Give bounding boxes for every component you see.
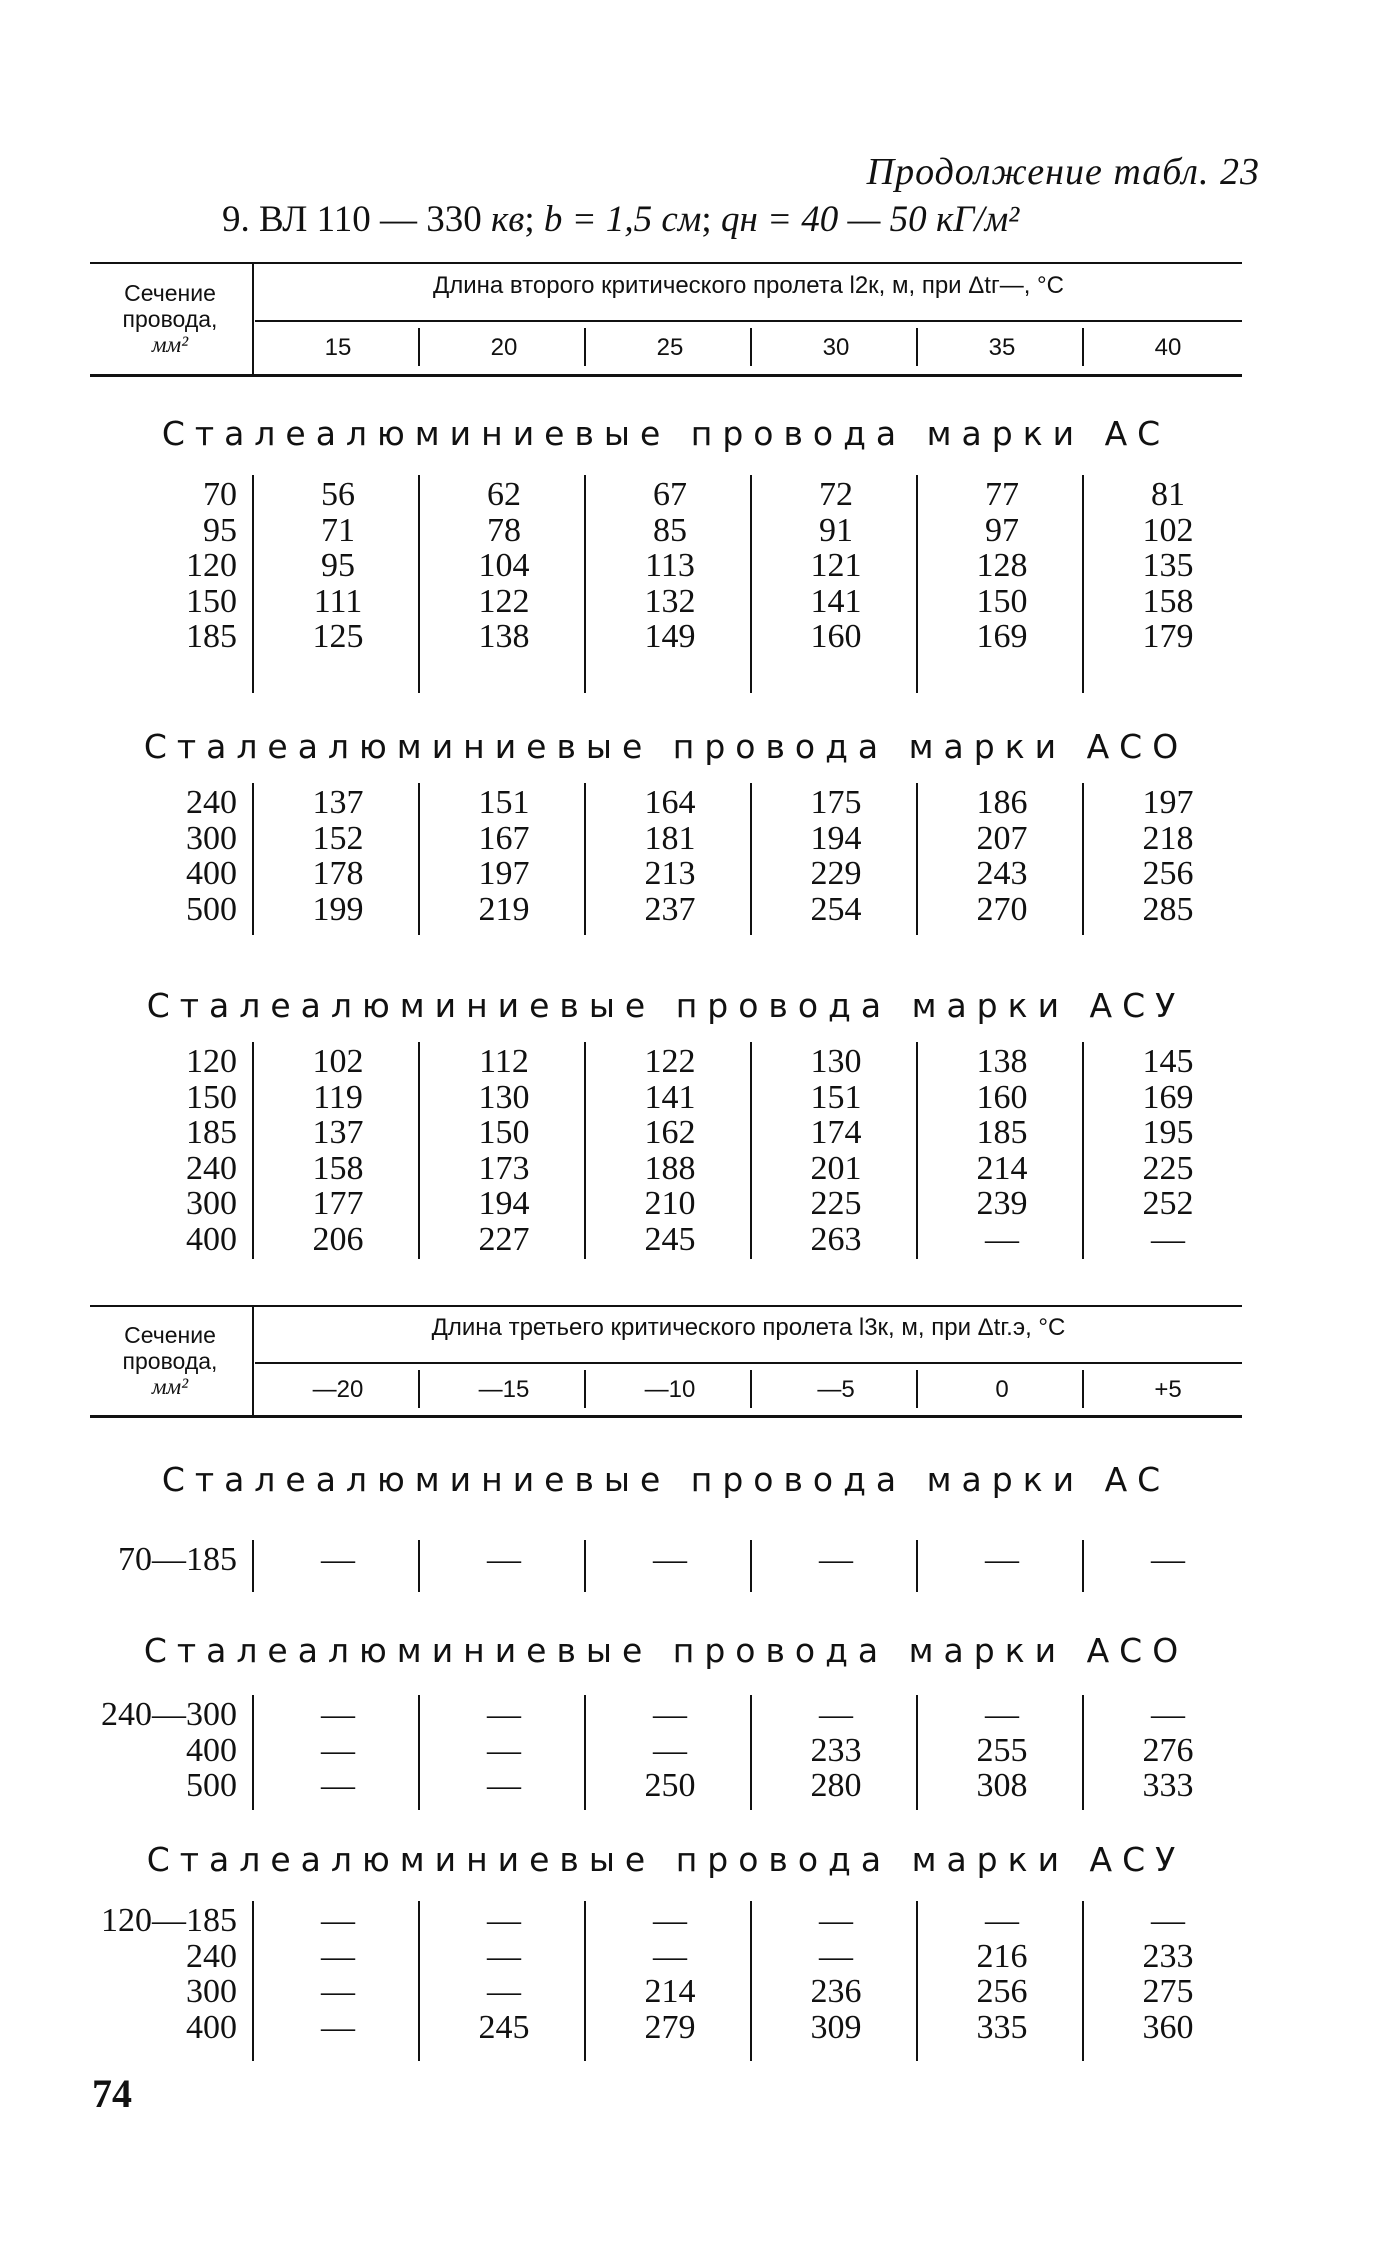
header-col-1: —15 xyxy=(478,1376,530,1403)
header-bottom-rule xyxy=(90,374,1242,377)
row-section-size: 185 xyxy=(186,1114,237,1151)
row-value: — xyxy=(487,1541,521,1578)
column-divider xyxy=(584,1540,586,1592)
row-value: 250 xyxy=(644,1767,696,1804)
row-value: 56 xyxy=(321,476,355,513)
row-value: 236 xyxy=(810,1973,862,2010)
row-section-size: 120 xyxy=(186,547,237,584)
section-title: Сталеалюминиевые провода марки АСО xyxy=(143,1631,1189,1670)
column-divider xyxy=(1082,1042,1084,1259)
row-value: 194 xyxy=(478,1185,530,1222)
header-bottom-rule xyxy=(90,1415,1242,1418)
row-value: 197 xyxy=(478,855,530,892)
row-value: 213 xyxy=(644,855,696,892)
row-value: 179 xyxy=(1142,618,1194,655)
section-title: Сталеалюминиевые провода марки АСО xyxy=(143,727,1189,766)
column-divider xyxy=(418,1042,420,1259)
row-value: 225 xyxy=(1142,1149,1194,1187)
header-col-4: 0 xyxy=(995,1376,1009,1403)
row-value: 214 xyxy=(644,1973,696,2010)
row-value: — xyxy=(653,1541,687,1578)
row-section-size: 500 xyxy=(186,1767,237,1804)
header-col-3: 30 xyxy=(822,334,850,361)
row-section-size: 150 xyxy=(186,582,237,620)
row-section-size: 300 xyxy=(186,819,237,857)
row-value: 233 xyxy=(810,1731,862,1769)
row-section-size: 70 xyxy=(203,476,237,513)
row-value: — xyxy=(653,1902,687,1939)
row-section-size: 95 xyxy=(203,511,237,549)
row-value: 160 xyxy=(976,1078,1028,1116)
continuation-label: Продолжение табл. 23 xyxy=(866,151,1260,193)
row-value: 239 xyxy=(976,1185,1028,1222)
row-value: — xyxy=(985,1696,1019,1733)
header-divider xyxy=(252,264,254,374)
row-value: 162 xyxy=(644,1114,696,1151)
row-value: 175 xyxy=(810,784,862,821)
row-value: 227 xyxy=(478,1220,530,1258)
row-value: 309 xyxy=(810,2008,862,2046)
column-divider xyxy=(584,1901,586,2061)
table-row xyxy=(0,785,1373,821)
row-value: 132 xyxy=(644,582,696,620)
column-divider xyxy=(418,1540,420,1592)
row-value: 141 xyxy=(644,1078,696,1116)
row-value: 263 xyxy=(810,1220,862,1258)
column-divider xyxy=(584,783,586,935)
column-divider xyxy=(252,1042,254,1259)
row-value: 214 xyxy=(976,1149,1028,1187)
table-row xyxy=(0,1697,1373,1733)
column-divider xyxy=(1082,783,1084,935)
header-divider xyxy=(252,1307,254,1415)
row-value: — xyxy=(985,1902,1019,1939)
row-section-size: 400 xyxy=(186,855,237,892)
table-row xyxy=(0,1115,1373,1151)
row-value: 218 xyxy=(1142,819,1194,857)
column-divider xyxy=(1082,1540,1084,1592)
row-value: 181 xyxy=(644,819,696,857)
row-value: 229 xyxy=(810,855,862,892)
header-col-divider xyxy=(584,328,586,366)
table-row xyxy=(0,1542,1373,1578)
row-value: 216 xyxy=(976,1937,1028,1975)
header-col-divider xyxy=(418,1370,420,1408)
row-value: 112 xyxy=(479,1043,529,1080)
header-col-2: —10 xyxy=(644,1376,696,1403)
row-value: 145 xyxy=(1142,1043,1194,1080)
row-value: — xyxy=(487,1731,521,1769)
table-title: 9. ВЛ 110 — 330 кв; b = 1,5 см; qн = 40 — 50 кГ/м² xyxy=(222,199,1020,240)
row-value: — xyxy=(487,1973,521,2010)
table-row xyxy=(0,1186,1373,1222)
header-span-label: Длина второго критического пролета l2к, м, при Δtг—, °С xyxy=(433,272,1064,299)
row-value: 138 xyxy=(478,618,530,655)
row-value: 174 xyxy=(810,1114,862,1151)
row-value: 78 xyxy=(487,511,521,549)
header-top-rule xyxy=(90,1305,1242,1307)
row-value: 194 xyxy=(810,819,862,857)
table-row xyxy=(0,1974,1373,2010)
table-row xyxy=(0,1151,1373,1187)
row-value: — xyxy=(1151,1902,1185,1939)
row-value: — xyxy=(1151,1220,1185,1258)
row-value: 125 xyxy=(312,618,364,655)
row-value: 71 xyxy=(321,511,355,549)
column-divider xyxy=(418,1901,420,2061)
row-value: 122 xyxy=(478,582,530,620)
row-value: — xyxy=(819,1541,853,1578)
row-value: 280 xyxy=(810,1767,862,1804)
row-value: — xyxy=(487,1902,521,1939)
row-value: 149 xyxy=(644,618,696,655)
header-mid-rule xyxy=(255,1362,1242,1364)
header-col-divider xyxy=(750,1370,752,1408)
row-value: 173 xyxy=(478,1149,530,1187)
row-value: 95 xyxy=(321,547,355,584)
row-value: 113 xyxy=(645,547,695,584)
row-value: 308 xyxy=(976,1767,1028,1804)
row-section-size: 500 xyxy=(186,890,237,928)
row-value: 85 xyxy=(653,511,687,549)
column-divider xyxy=(750,1042,752,1259)
header-col-5: 40 xyxy=(1154,334,1182,361)
row-section-size: 240 xyxy=(186,1937,237,1975)
row-value: 245 xyxy=(644,1220,696,1258)
header-top-rule xyxy=(90,262,1242,264)
row-value: 255 xyxy=(976,1731,1028,1769)
column-divider xyxy=(750,475,752,693)
row-value: 285 xyxy=(1142,890,1194,928)
table-row xyxy=(0,856,1373,892)
row-value: 121 xyxy=(810,547,862,584)
table-row xyxy=(0,1080,1373,1116)
row-value: 237 xyxy=(644,890,696,928)
column-divider xyxy=(252,1901,254,2061)
column-divider xyxy=(252,1540,254,1592)
row-value: 150 xyxy=(478,1114,530,1151)
header-section-label: Сечение провода, мм² xyxy=(122,1322,218,1399)
row-value: 219 xyxy=(478,890,530,928)
row-value: — xyxy=(487,1696,521,1733)
row-value: 111 xyxy=(313,582,363,620)
header-col-0: —20 xyxy=(312,1376,364,1403)
table-row xyxy=(0,513,1373,549)
row-value: — xyxy=(819,1937,853,1975)
row-value: 335 xyxy=(976,2008,1028,2046)
row-value: 102 xyxy=(312,1043,364,1080)
header-col-4: 35 xyxy=(988,334,1016,361)
row-section-size: 400 xyxy=(186,1220,237,1258)
row-section-size: 120—185 xyxy=(101,1902,237,1939)
row-value: 256 xyxy=(1142,855,1194,892)
header-col-divider xyxy=(1082,328,1084,366)
table-row xyxy=(0,1222,1373,1258)
row-section-size: 400 xyxy=(186,2008,237,2046)
table-row xyxy=(0,1044,1373,1080)
row-value: 206 xyxy=(312,1220,364,1258)
row-value: 119 xyxy=(313,1078,363,1116)
row-value: — xyxy=(653,1731,687,1769)
row-value: 122 xyxy=(644,1043,696,1080)
row-value: 169 xyxy=(1142,1078,1194,1116)
row-value: 151 xyxy=(810,1078,862,1116)
header-col-5: +5 xyxy=(1154,1376,1182,1403)
row-value: 207 xyxy=(976,819,1028,857)
header-span-label: Длина третьего критического пролета l3к, м, при Δtг.э, °С xyxy=(431,1314,1066,1341)
column-divider xyxy=(750,1695,752,1810)
row-value: 150 xyxy=(976,582,1028,620)
section-title: Сталеалюминиевые провода марки АСУ xyxy=(146,1840,1186,1879)
row-value: — xyxy=(985,1541,1019,1578)
column-divider xyxy=(418,475,420,693)
row-value: 152 xyxy=(312,819,364,857)
row-value: — xyxy=(321,1696,355,1733)
row-value: 360 xyxy=(1142,2008,1194,2046)
row-value: 91 xyxy=(819,511,853,549)
header-section-label: Сечение провода, мм² xyxy=(122,280,218,357)
row-section-size: 400 xyxy=(186,1731,237,1769)
row-value: 137 xyxy=(312,784,364,821)
row-value: 102 xyxy=(1142,511,1194,549)
row-value: 185 xyxy=(976,1114,1028,1151)
row-value: 77 xyxy=(985,476,1019,513)
row-value: 135 xyxy=(1142,547,1194,584)
column-divider xyxy=(1082,1901,1084,2061)
column-divider xyxy=(418,783,420,935)
header-col-divider xyxy=(418,328,420,366)
column-divider xyxy=(584,475,586,693)
row-value: 104 xyxy=(478,547,530,584)
table-row xyxy=(0,892,1373,928)
column-divider xyxy=(916,783,918,935)
table-row xyxy=(0,477,1373,513)
table-row xyxy=(0,584,1373,620)
column-divider xyxy=(916,1695,918,1810)
column-divider xyxy=(584,1042,586,1259)
row-value: 130 xyxy=(478,1078,530,1116)
row-value: 72 xyxy=(819,476,853,513)
row-value: — xyxy=(321,1902,355,1939)
row-value: 178 xyxy=(312,855,364,892)
column-divider xyxy=(1082,1695,1084,1810)
row-value: 81 xyxy=(1151,476,1185,513)
row-value: 199 xyxy=(312,890,364,928)
header-col-divider xyxy=(916,328,918,366)
page-number: 74 xyxy=(92,2071,132,2116)
row-value: 276 xyxy=(1142,1731,1194,1769)
column-divider xyxy=(750,1540,752,1592)
table-row xyxy=(0,1733,1373,1769)
row-value: 225 xyxy=(810,1185,862,1222)
row-section-size: 150 xyxy=(186,1078,237,1116)
column-divider xyxy=(750,783,752,935)
row-value: 130 xyxy=(810,1043,862,1080)
row-value: 151 xyxy=(478,784,530,821)
table-row xyxy=(0,1939,1373,1975)
row-value: 97 xyxy=(985,511,1019,549)
row-value: 279 xyxy=(644,2008,696,2046)
row-value: — xyxy=(819,1902,853,1939)
header-col-0: 15 xyxy=(324,334,352,361)
row-value: 158 xyxy=(1142,582,1194,620)
column-divider xyxy=(252,475,254,693)
column-divider xyxy=(252,1695,254,1810)
row-value: — xyxy=(321,1541,355,1578)
row-value: 186 xyxy=(976,784,1028,821)
row-value: 256 xyxy=(976,1973,1028,2010)
table-row xyxy=(0,619,1373,655)
row-value: — xyxy=(819,1696,853,1733)
table-row xyxy=(0,548,1373,584)
row-value: 188 xyxy=(644,1149,696,1187)
row-value: 201 xyxy=(810,1149,862,1187)
row-value: — xyxy=(1151,1541,1185,1578)
row-value: 138 xyxy=(976,1043,1028,1080)
header-mid-rule xyxy=(255,320,1242,322)
column-divider xyxy=(252,783,254,935)
header-col-3: —5 xyxy=(817,1376,855,1403)
row-value: 158 xyxy=(312,1149,364,1187)
header-col-2: 25 xyxy=(656,334,684,361)
row-value: — xyxy=(653,1937,687,1975)
row-value: — xyxy=(653,1696,687,1733)
row-value: 270 xyxy=(976,890,1028,928)
section-title: Сталеалюминиевые провода марки АСУ xyxy=(146,986,1186,1025)
row-value: 252 xyxy=(1142,1185,1194,1222)
row-value: 67 xyxy=(653,476,687,513)
table-row xyxy=(0,821,1373,857)
row-value: 169 xyxy=(976,618,1028,655)
row-value: 160 xyxy=(810,618,862,655)
row-value: 197 xyxy=(1142,784,1194,821)
row-section-size: 185 xyxy=(186,618,237,655)
column-divider xyxy=(916,1042,918,1259)
row-value: — xyxy=(321,1937,355,1975)
row-value: 62 xyxy=(487,476,521,513)
row-value: 164 xyxy=(644,784,696,821)
row-value: — xyxy=(321,1767,355,1804)
header-col-divider xyxy=(750,328,752,366)
row-section-size: 120 xyxy=(186,1043,237,1080)
column-divider xyxy=(1082,475,1084,693)
row-value: — xyxy=(321,2008,355,2046)
row-value: 167 xyxy=(478,819,530,857)
section-title: Сталеалюминиевые провода марки АС xyxy=(161,1460,1171,1499)
header-col-divider xyxy=(916,1370,918,1408)
row-section-size: 240 xyxy=(186,1149,237,1187)
column-divider xyxy=(916,475,918,693)
row-value: — xyxy=(985,1220,1019,1258)
column-divider xyxy=(916,1901,918,2061)
row-value: 177 xyxy=(312,1185,364,1222)
table-row xyxy=(0,1903,1373,1939)
row-value: 254 xyxy=(810,890,862,928)
column-divider xyxy=(916,1540,918,1592)
header-col-divider xyxy=(1082,1370,1084,1408)
row-value: — xyxy=(487,1937,521,1975)
row-value: 141 xyxy=(810,582,862,620)
column-divider xyxy=(584,1695,586,1810)
section-title: Сталеалюминиевые провода марки АС xyxy=(161,414,1171,453)
row-section-size: 300 xyxy=(186,1185,237,1222)
header-col-divider xyxy=(584,1370,586,1408)
row-section-size: 240 xyxy=(186,784,237,821)
row-value: — xyxy=(321,1973,355,2010)
table-row xyxy=(0,2010,1373,2046)
row-value: — xyxy=(321,1731,355,1769)
column-divider xyxy=(418,1695,420,1810)
row-value: 275 xyxy=(1142,1973,1194,2010)
row-value: 333 xyxy=(1142,1767,1194,1804)
row-section-size: 240—300 xyxy=(101,1696,237,1733)
row-value: — xyxy=(1151,1696,1185,1733)
row-value: 210 xyxy=(644,1185,696,1222)
row-section-size: 70—185 xyxy=(118,1541,237,1578)
row-value: — xyxy=(487,1767,521,1804)
table-row xyxy=(0,1768,1373,1804)
row-value: 195 xyxy=(1142,1114,1194,1151)
row-value: 137 xyxy=(312,1114,364,1151)
row-value: 233 xyxy=(1142,1937,1194,1975)
header-col-1: 20 xyxy=(490,334,518,361)
column-divider xyxy=(750,1901,752,2061)
row-value: 128 xyxy=(976,547,1028,584)
row-value: 243 xyxy=(976,855,1028,892)
row-section-size: 300 xyxy=(186,1973,237,2010)
row-value: 245 xyxy=(478,2008,530,2046)
